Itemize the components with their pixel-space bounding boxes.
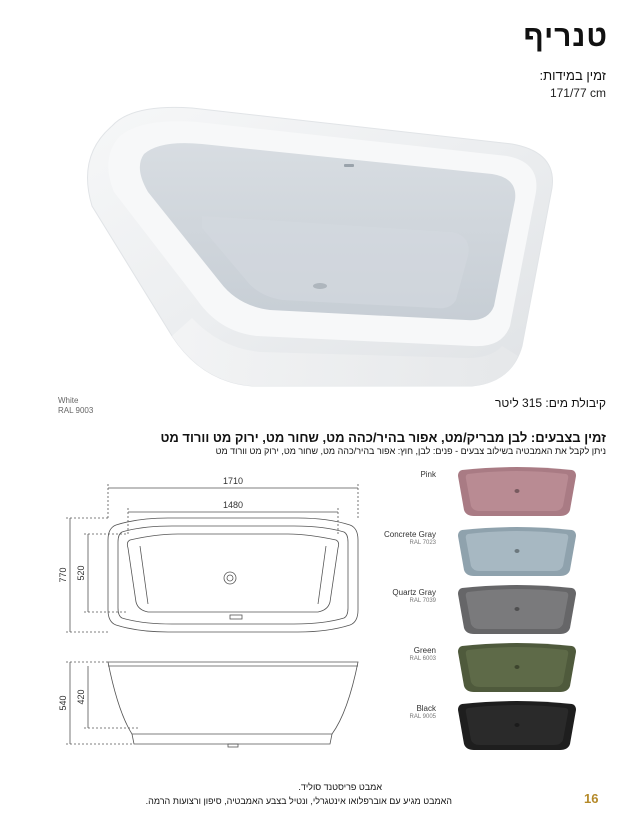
hero-finish-ral: RAL 9003 (58, 406, 94, 415)
swatch-tub-green (454, 642, 580, 694)
note-includes: האמבט מגיע עם אוברפלואו אינטגרלי, ונטיל בצבע האמבטיה, סיפון ורצועות הרמה. (145, 796, 452, 806)
swatch-ral: RAL 6003 (409, 656, 436, 662)
dimensions-value: 171/77 cm (549, 86, 606, 100)
dim-inner-width: 520 (76, 565, 86, 581)
dim-inner-length: 1480 (222, 500, 244, 510)
swatch-name: Black (416, 704, 436, 713)
product-title: טנריף (523, 20, 608, 53)
swatch-ral: RAL 7039 (409, 598, 436, 604)
dim-outer-width: 770 (58, 567, 68, 583)
swatch-name: Green (413, 646, 436, 655)
swatch-name: Quartz Gray (392, 588, 436, 597)
availability-label: זמין במידות: (539, 68, 606, 83)
swatch-tub-quartz-gray (454, 584, 580, 636)
dim-outer-length: 1710 (222, 476, 244, 486)
swatch-name: Pink (420, 470, 436, 479)
technical-drawing (48, 462, 368, 762)
available-colors: זמין בצבעים: לבן מבריק/מט, אפור בהיר/כהה מט, שחור מט, ירוק מט וורוד מט (160, 430, 606, 445)
water-capacity: קיבולת מים: 315 ליטר (494, 396, 606, 410)
swatch-tub-pink (454, 466, 580, 518)
swatch-tub-concrete-gray (454, 526, 580, 578)
page-number: 16 (584, 791, 599, 806)
swatch-name: Concrete Gray (383, 530, 436, 539)
swatch-ral: RAL 7023 (409, 540, 436, 546)
dim-inner-height: 420 (76, 689, 86, 705)
dim-outer-height: 540 (58, 695, 68, 711)
swatch-tub-black (454, 700, 580, 752)
note-freestanding: אמבט פריסטנד סוליד. (298, 782, 382, 792)
bathtub-hero-image (52, 96, 572, 396)
color-combination-note: ניתן לקבל את האמבטיה בשילוב צבעים - פנים: לבן, חוץ: אפור בהיר/כהה מט, שחור מט, ירוק מט וורוד מט (215, 446, 606, 456)
swatch-ral: RAL 9005 (409, 714, 436, 720)
hero-finish-label (58, 396, 93, 416)
hero-finish-name: White (58, 396, 79, 405)
